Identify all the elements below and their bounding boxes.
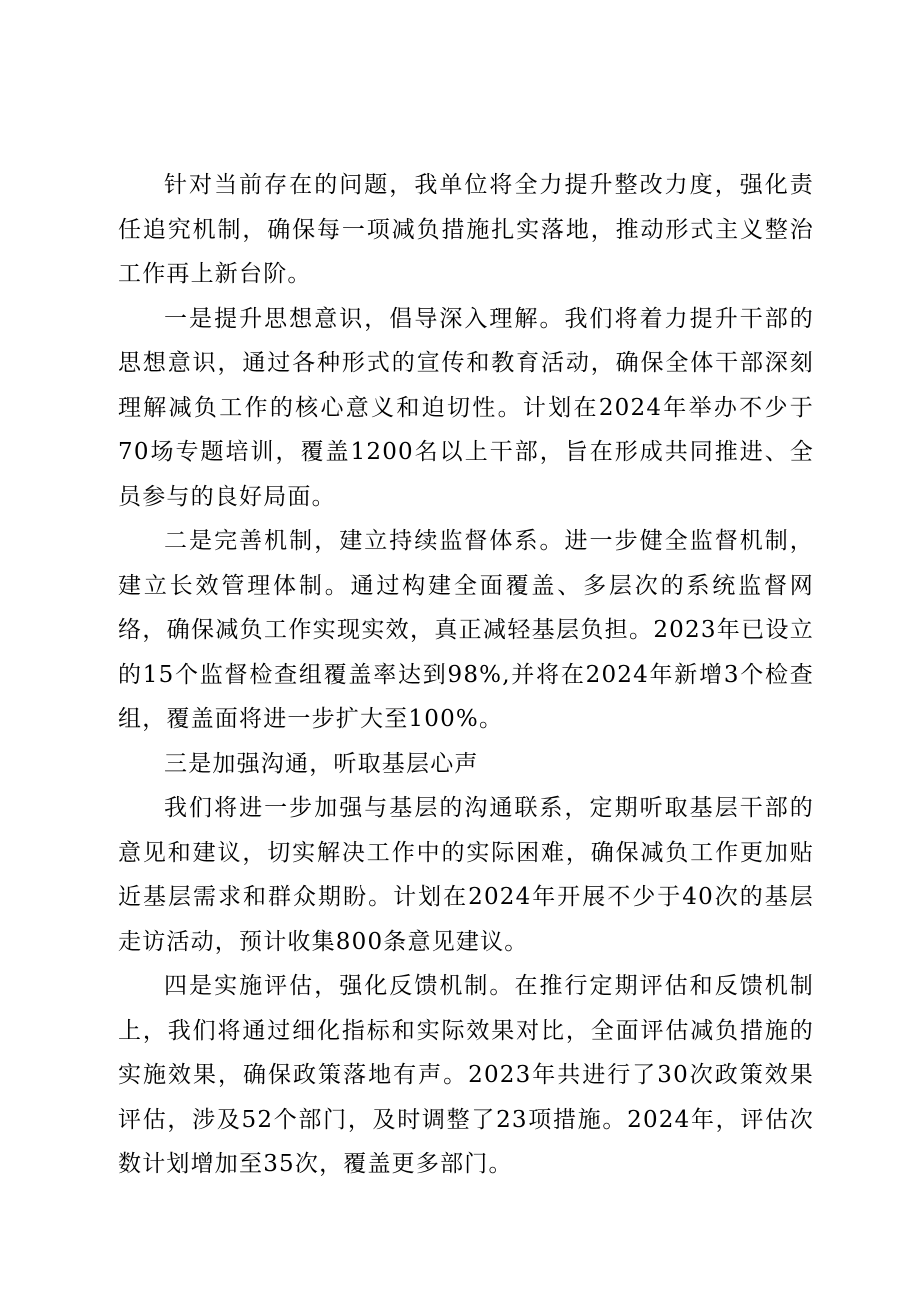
document-body xyxy=(118,163,814,1187)
paragraph-point-four: 四是实施评估，强化反馈机制。在推行定期评估和反馈机制上，我们将通过细化指标和实际效果对比，全面评估减负措施的实施效果，确保政策落地有声。2023年共进行了30次政策效果评估，涉及52个部门，及时调整了23项措施。2024年，评估次数计划增加至35次，覆盖更多部门。 xyxy=(118,973,814,1177)
paragraph-point-one: 一是提升思想意识，倡导深入理解。我们将着力提升干部的思想意识，通过各种形式的宣传和教育活动，确保全体干部深刻理解减负工作的核心意义和迫切性。计划在2024年举办不少于70场专题培训，覆盖1200名以上干部，旨在形成共同推进、全员参与的良好局面。 xyxy=(118,305,814,510)
paragraph-point-three-heading: 三是加强沟通，听取基层心声 xyxy=(164,750,479,777)
paragraph-point-three-body: 我们将进一步加强与基层的沟通联系，定期听取基层干部的意见和建议，切实解决工作中的实际困难，确保减负工作更加贴近基层需求和群众期盼。计划在2024年开展不少于40次的基层走访活动，预计收集800条意见建议。 xyxy=(118,795,814,955)
paragraph-intro: 针对当前存在的问题，我单位将全力提升整改力度，强化责任追究机制，确保每一项减负措施扎实落地，推动形式主义整治工作再上新台阶。 xyxy=(118,172,814,287)
paragraph-point-two: 二是完善机制，建立持续监督体系。进一步健全监督机制，建立长效管理体制。通过构建全面覆盖、多层次的系统监督网络，确保减负工作实现实效，真正减轻基层负担。2023年已设立的15个监督检查组覆盖率达到98%,并将在2024年新增3个检查组，覆盖面将进一步扩大至100%。 xyxy=(118,528,814,732)
